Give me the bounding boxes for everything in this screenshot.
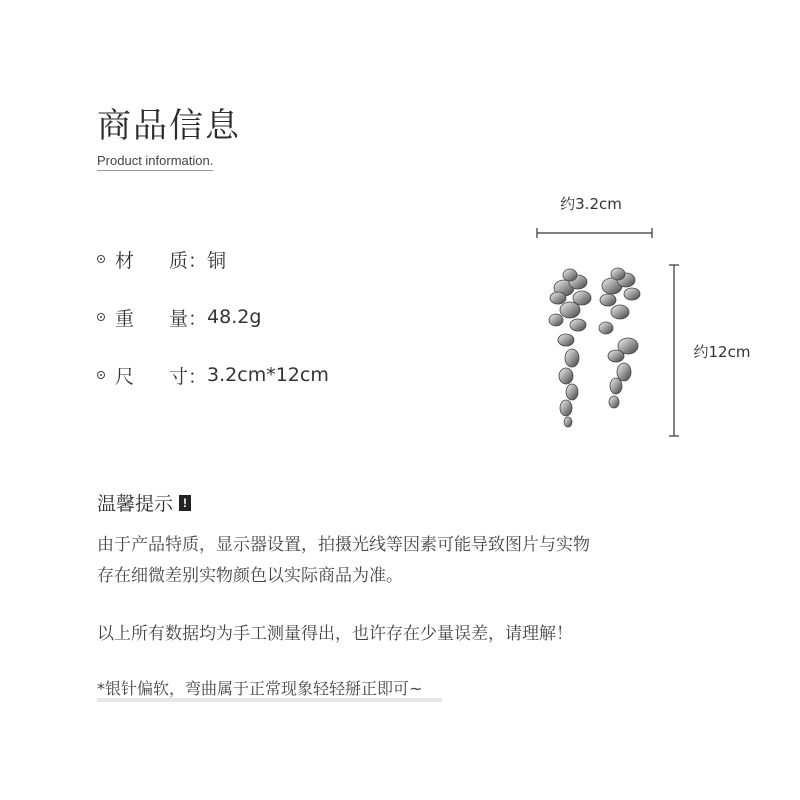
spec-label-char1: 重 xyxy=(115,307,135,330)
notice-note: *银针偏软，弯曲属于正常现象轻轻掰正即可~ xyxy=(97,679,423,698)
notice-title xyxy=(97,489,191,516)
spec-label-char2: 质 xyxy=(169,249,189,272)
earring-right xyxy=(599,268,640,408)
spec-colon: ： xyxy=(188,249,208,272)
spec-material-value: 铜 xyxy=(207,249,227,272)
height-label: 约12cm xyxy=(693,343,751,361)
spec-label-char2: 量 xyxy=(169,307,189,330)
spec-label-char1: 尺 xyxy=(115,365,135,388)
notice-paragraph-2 xyxy=(97,619,573,650)
product-figure xyxy=(520,180,780,460)
notice-title-text: 温馨提示 xyxy=(97,493,174,515)
spec-material-row xyxy=(97,246,226,272)
page-title: 商品信息 xyxy=(97,106,241,146)
spec-colon: ： xyxy=(188,365,208,388)
width-dimension-line xyxy=(537,228,652,238)
spec-size-row xyxy=(97,362,329,388)
earring-left xyxy=(549,269,591,427)
bullet-icon xyxy=(97,371,105,379)
spec-colon: ： xyxy=(188,307,208,330)
exclamation-icon: ! xyxy=(179,495,191,511)
notice-line-3: 以上所有数据均为手工测量得出，也许存在少量误差，请理解！ xyxy=(97,624,573,644)
width-label: 约3.2cm xyxy=(560,195,622,213)
spec-size-value: 3.2cm*12cm xyxy=(207,364,329,386)
notice-line-1: 由于产品特质，显示器设置，拍摄光线等因素可能导致图片与实物 xyxy=(97,535,590,555)
spec-weight-row xyxy=(97,304,261,330)
spec-weight-value: 48.2g xyxy=(207,306,262,328)
bullet-icon xyxy=(97,255,105,263)
spec-label-char2: 寸 xyxy=(169,365,189,388)
spec-label-char1: 材 xyxy=(115,249,135,272)
page-subtitle: Product information. xyxy=(97,153,213,171)
bullet-icon xyxy=(97,313,105,321)
notice-paragraph-1 xyxy=(97,530,590,592)
notice-line-2: 存在细微差别实物颜色以实际商品为准。 xyxy=(97,566,403,586)
height-dimension-line xyxy=(669,265,679,436)
